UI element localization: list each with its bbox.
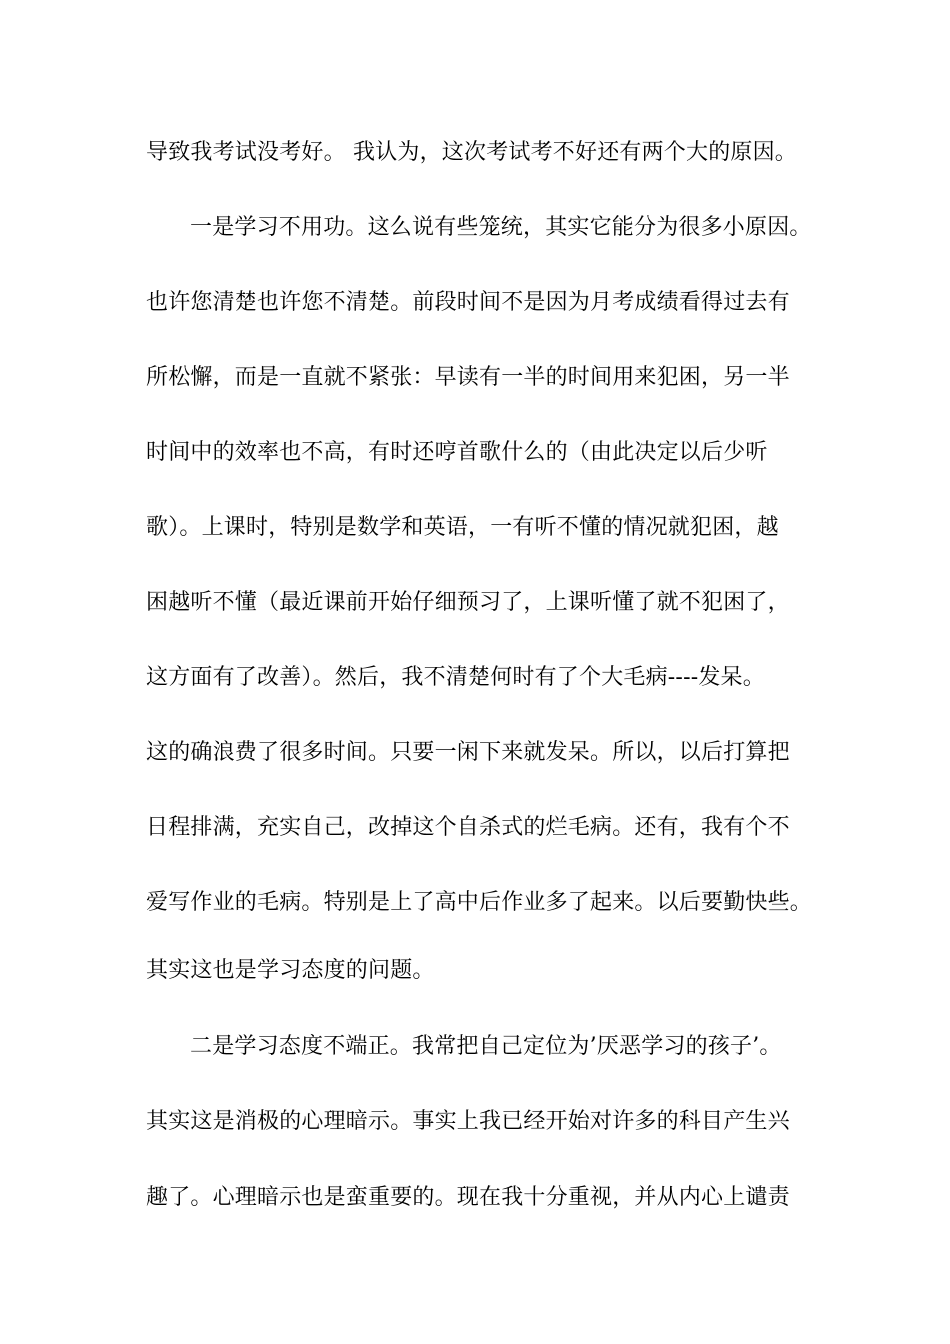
text-line-6: 歌）。上课时，特别是数学和英语，一有听不懂的情况就犯困，越 bbox=[146, 515, 779, 540]
text-line-14: 其实这是消极的心理暗示。事实上我已经开始对许多的科目产生兴 bbox=[146, 1109, 790, 1134]
text-line-12: 其实这也是学习态度的问题。 bbox=[146, 958, 435, 983]
text-line-10: 日程排满，充实自己，改掉这个自杀式的烂毛病。还有，我有个不 bbox=[146, 815, 790, 840]
text-line-11: 爱写作业的毛病。特别是上了高中后作业多了起来。以后要勤快些。 bbox=[146, 890, 813, 915]
text-line-7: 困越听不懂（最近课前开始仔细预习了，上课听懂了就不犯困了， bbox=[146, 590, 790, 615]
text-line-9: 这的确浪费了很多时间。只要一闲下来就发呆。所以，以后打算把 bbox=[146, 740, 790, 765]
text-line-13: 二是学习态度不端正。我常把自己定位为’厌恶学习的孩子’。 bbox=[190, 1034, 782, 1059]
text-line-2: 一是学习不用功。这么说有些笼统，其实它能分为很多小原因。 bbox=[190, 215, 812, 240]
text-line-1: 导致我考试没考好。 我认为，这次考试考不好还有两个大的原因。 bbox=[146, 140, 797, 165]
text-line-4: 所松懈，而是一直就不紧张：早读有一半的时间用来犯困，另一半 bbox=[146, 365, 790, 390]
text-line-3: 也许您清楚也许您不清楚。前段时间不是因为月考成绩看得过去有 bbox=[146, 290, 790, 315]
text-line-15: 趣了。心理暗示也是蛮重要的。现在我十分重视，并从内心上谴责 bbox=[146, 1185, 790, 1210]
text-line-5: 时间中的效率也不高，有时还哼首歌什么的（由此决定以后少听 bbox=[146, 440, 768, 465]
text-line-8: 这方面有了改善）。然后，我不清楚何时有了个大毛病----发呆。 bbox=[146, 665, 765, 690]
